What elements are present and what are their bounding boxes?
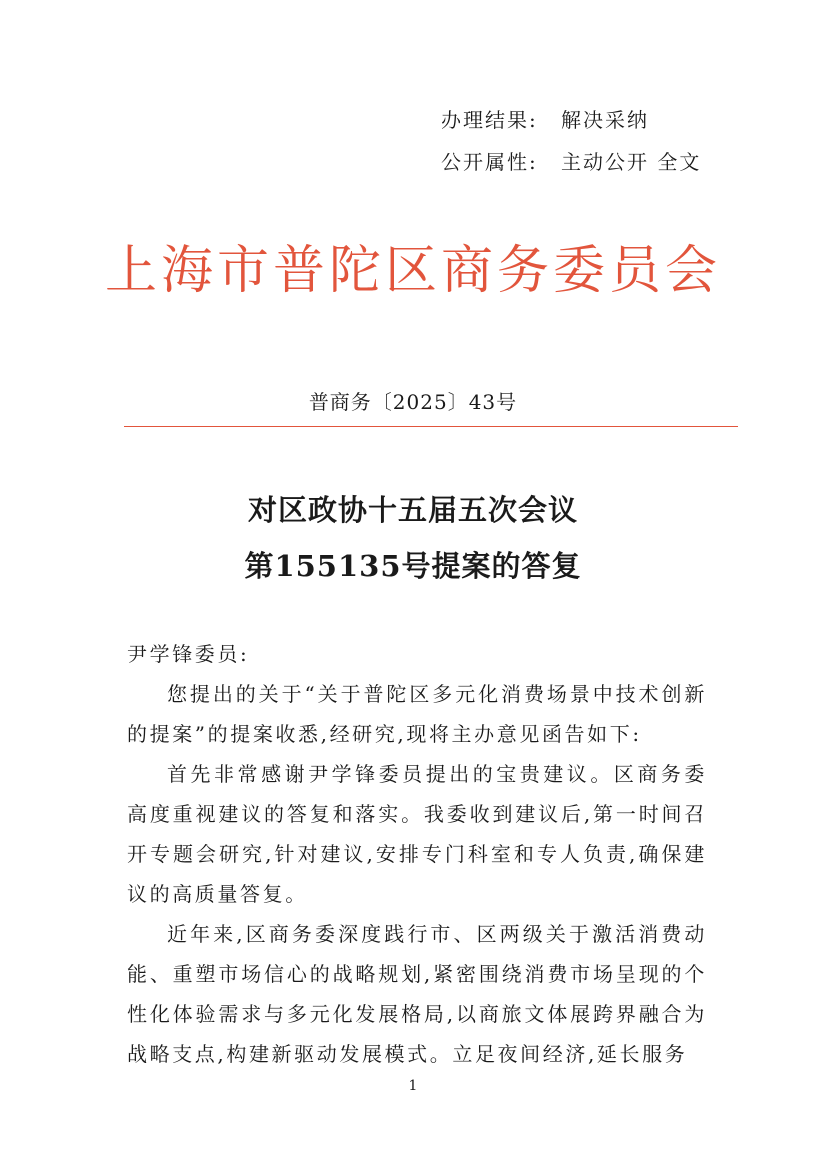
header-divider	[124, 426, 738, 427]
body-paragraph: 您提出的关于“关于普陀区多元化消费场景中技术创新的提案”的提案收悉,经研究,现将主办意见函告如下:	[127, 682, 707, 746]
disclosure-value: 主动公开 全文	[561, 150, 702, 174]
disclosure-line	[441, 146, 701, 175]
body-paragraph: 首先非常感谢尹学锋委员提出的宝贵建议。区商务委高度重视建议的答复和落实。我委收到建议后,第一时间召开专题会研究,针对建议,安排专门科室和专人负责,确保建议的高质量答复。	[127, 762, 707, 906]
salutation: 尹学锋委员:	[127, 642, 250, 666]
organization-header: 上海市普陀区商务委员会	[104, 241, 721, 301]
page-number: 1	[408, 1078, 418, 1094]
handling-result-value: 解决采纳	[561, 108, 649, 132]
handling-result-label: 办理结果:	[441, 108, 538, 132]
letter-body	[127, 634, 707, 1074]
disclosure-label: 公开属性:	[441, 150, 538, 174]
handling-result-line	[441, 104, 649, 133]
document-title-line-2: 第155135号提案的答复	[244, 549, 582, 583]
body-paragraph: 近年来,区商务委深度践行市、区两级关于激活消费动能、重塑市场信心的战略规划,紧密围绕消费市场呈现的个性化体验需求与多元化发展格局,以商旅文体展跨界融合为战略支点,构建新驱动发展模式。立足夜间经济,延长服务	[127, 922, 707, 1066]
document-title-line-1: 对区政协十五届五次会议	[247, 493, 578, 527]
document-number: 普商务〔2025〕43号	[308, 390, 518, 414]
